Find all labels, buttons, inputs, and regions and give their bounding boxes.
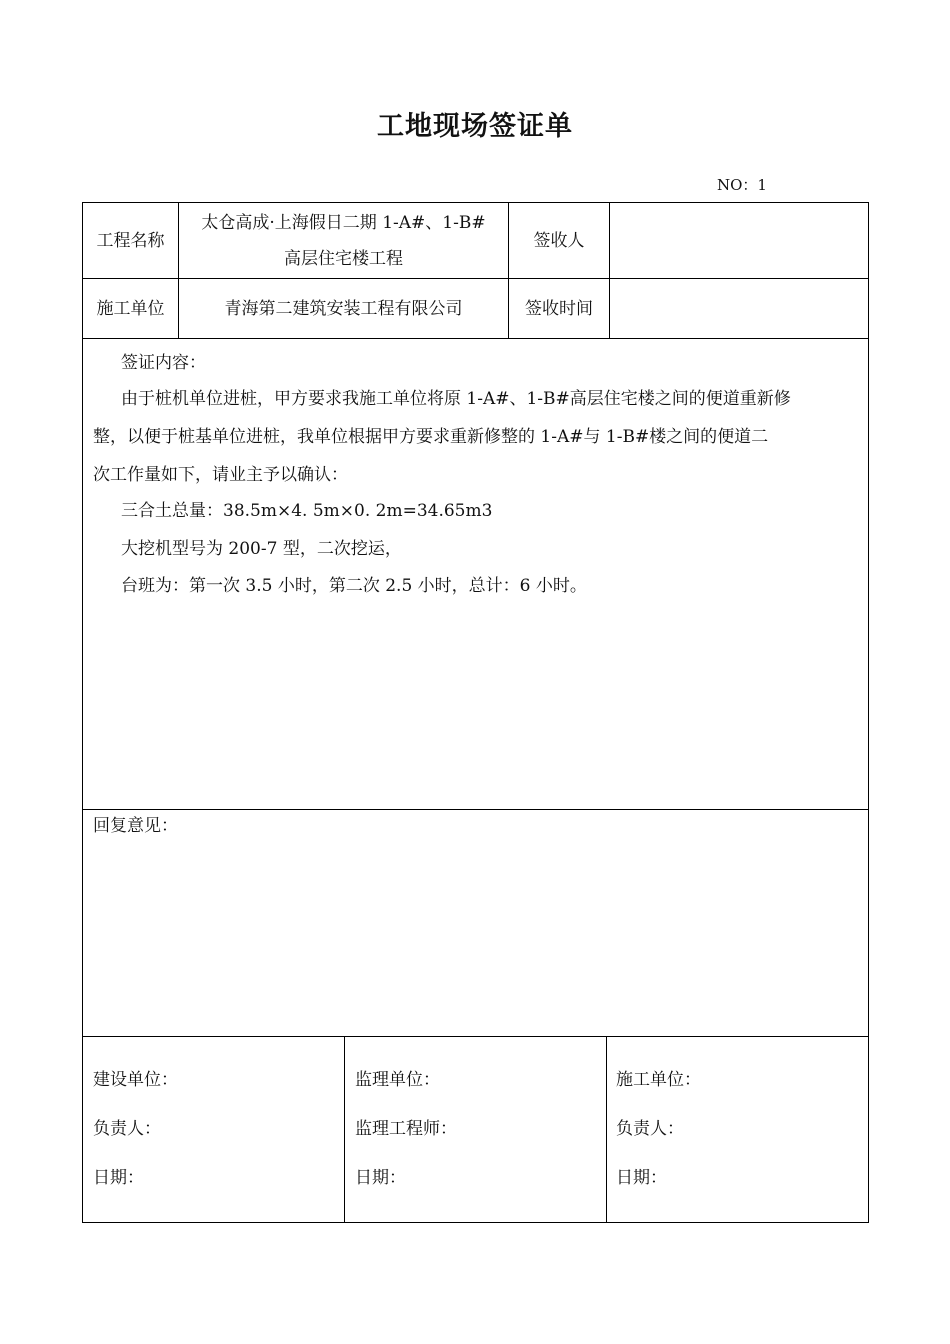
column-divider xyxy=(606,1036,607,1222)
row-divider xyxy=(83,809,868,810)
receiver-label: 签收人 xyxy=(533,230,585,251)
contractor-label: 施工单位 xyxy=(96,298,165,319)
contractor-value: 青海第二建筑安装工程有限公司 xyxy=(224,298,463,319)
row-divider xyxy=(83,338,868,339)
visa-form-table xyxy=(82,202,869,1223)
contractor-date-label: 日期： xyxy=(616,1168,667,1188)
document-number: NO：1 xyxy=(717,176,767,194)
content-line: 台班为：第一次 3.5 小时，第二次 2.5 小时，总计：6 小时。 xyxy=(121,576,587,596)
row-divider xyxy=(83,1036,868,1037)
content-line: 由于桩机单位进桩，甲方要求我施工单位将原 1-A#、1-B#高层住宅楼之间的便道重新修 xyxy=(121,389,791,409)
receiver-field[interactable] xyxy=(610,203,868,278)
column-divider xyxy=(344,1036,345,1222)
supervisor-unit-label: 监理单位： xyxy=(355,1070,440,1090)
receive-time-label: 签收时间 xyxy=(525,298,593,319)
reply-opinion-label: 回复意见： xyxy=(93,816,178,836)
contractor-person-label: 负责人： xyxy=(616,1119,684,1139)
content-line: 三合土总量：38.5m×4. 5m×0. 2m=34.65m3 xyxy=(121,501,493,521)
project-name-line2: 高层住宅楼工程 xyxy=(284,248,403,269)
supervisor-engineer-label: 监理工程师： xyxy=(355,1119,457,1139)
owner-person-label: 负责人： xyxy=(93,1119,161,1139)
owner-date-label: 日期： xyxy=(93,1168,144,1188)
contractor-unit-label: 施工单位： xyxy=(616,1070,701,1090)
content-line: 大挖机型号为 200-7 型，二次挖运， xyxy=(121,539,402,559)
project-name-label: 工程名称 xyxy=(96,230,165,251)
content-heading: 签证内容： xyxy=(121,353,206,373)
owner-unit-label: 建设单位： xyxy=(93,1070,178,1090)
document-title: 工地现场签证单 xyxy=(377,111,573,142)
content-line: 整，以便于桩基单位进桩，我单位根据甲方要求重新修整的 1-A#与 1-B#楼之间的便道二 xyxy=(93,427,769,447)
content-line: 次工作量如下，请业主予以确认： xyxy=(93,465,348,485)
supervisor-date-label: 日期： xyxy=(355,1168,406,1188)
project-name-line1: 太仓高成·上海假日二期 1-A#、1-B# xyxy=(201,212,486,233)
receive-time-field[interactable] xyxy=(610,279,868,338)
project-name-value xyxy=(179,203,508,278)
